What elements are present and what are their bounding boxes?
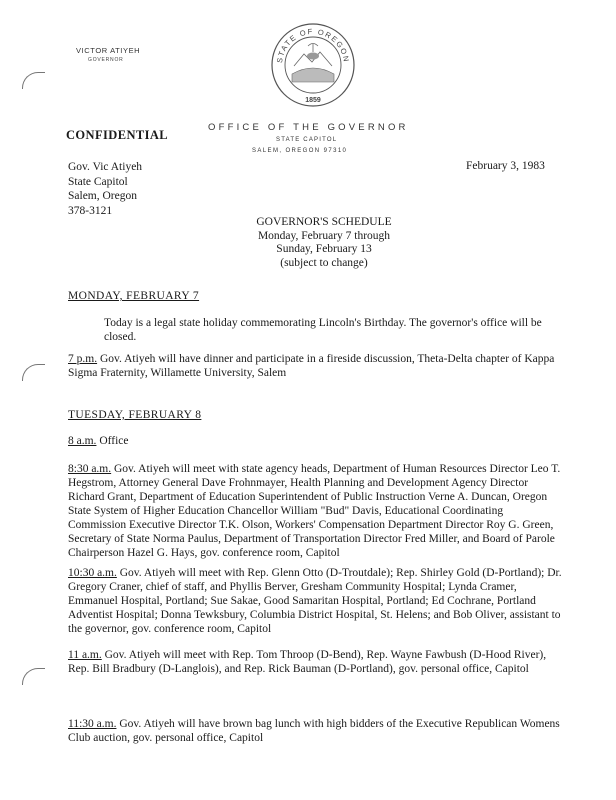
heading-line: GOVERNOR'S SCHEDULE (256, 216, 392, 228)
entry-text: Gov. Atiyeh will have brown bag lunch with high bidders of the Executive Republican Womens Club auction, gov. personal office, Capitol (68, 718, 560, 744)
sender-line: 378-3121 (68, 204, 113, 217)
entry-text: Office (96, 435, 129, 447)
schedule-entry (68, 566, 562, 636)
seal-year: 1859 (305, 97, 321, 104)
governor-title: GOVERNOR (88, 57, 124, 63)
schedule-entry (68, 462, 562, 560)
office-name: OFFICE OF THE GOVERNOR (208, 122, 409, 133)
governor-name: VICTOR ATIYEH (76, 46, 141, 55)
heading-line: Monday, February 7 through (257, 229, 391, 242)
sender-line: Gov. Vic Atiyeh (68, 161, 143, 173)
entry-text: Gov. Atiyeh will meet with state agency heads, Department of Human Resources Director Leo T. Hegstrom, Attorney General Dave Frohnmayer, Health Planning and Development Agency Director Richard Grant, Department of Education Superintendent of Public Instruction Verne A. Duncan, Oregon State System of Higher Education Chancellor William "Bud" Davis, Educational Coordinating Commission Executive Director T.K. Olson, Workers' Compensation Department Director Roy G. Green, Secretary of State Norma Paulus, Department of Transportation Director Fred Miller, and Board of Parole Chairperson Hazel G. Hays, gov. conference room, Capitol (68, 463, 561, 559)
office-city-zip: SALEM, OREGON 97310 (252, 148, 348, 154)
confidential-label: CONFIDENTIAL (66, 128, 169, 142)
entry-text: Gov. Atiyeh will meet with Rep. Glenn Otto (D-Troutdale); Rep. Shirley Gold (D-Portland); Dr. Gregory Craner, chief of staff, and Phyllis Berver, Gresham Community Hospital; Lynda Cramer, Emmanuel Hospital, Portland; Sue Sakae, Good Samaritan Hospital, Portland; Ed Cochrane, Portland Adventist Hospital; Donna Tewksbury, Columbia District Hospital, St. Helens; and Bob Oliver, assistant to the governor, gov. conference room, Capitol (68, 567, 562, 635)
entry-text: Gov. Atiyeh will have dinner and participate in a fireside discussion, Theta-Delta chapter of Kappa Sigma Fraternity, Willamette University, Salem (68, 353, 555, 379)
schedule-entry (68, 434, 562, 448)
schedule-heading (226, 216, 422, 270)
schedule-entry (68, 717, 562, 745)
office-building: STATE CAPITOL (276, 137, 338, 143)
seal-outer-text: STATE OF OREGON (274, 26, 352, 64)
entry-time: 7 p.m. (68, 353, 98, 365)
punch-hole-mark-top (22, 72, 45, 89)
schedule-entry (68, 648, 562, 676)
entry-time: 10:30 a.m. (68, 567, 117, 579)
punch-hole-mark-middle (22, 364, 45, 381)
holiday-note: Today is a legal state holiday commemorating Lincoln's Birthday. The governor's office will be closed. (104, 317, 542, 343)
entry-time: 8 a.m. (68, 435, 97, 447)
day-heading-tuesday: TUESDAY, FEBRUARY 8 (68, 409, 202, 421)
entry-time: 8:30 a.m. (68, 463, 112, 475)
day-heading-monday: MONDAY, FEBRUARY 7 (68, 290, 200, 302)
oregon-state-seal (270, 22, 356, 108)
heading-line: (subject to change) (280, 256, 368, 269)
sender-line: State Capitol (68, 175, 128, 188)
entry-time: 11 a.m. (68, 649, 102, 661)
sender-line: Salem, Oregon (68, 190, 137, 202)
sender-block (68, 160, 142, 218)
schedule-entry (68, 352, 562, 380)
punch-hole-mark-bottom (22, 668, 45, 685)
entry-text: Gov. Atiyeh will meet with Rep. Tom Throop (D-Bend), Rep. Wayne Fawbush (D-Hood River), Rep. Bill Bradbury (D-Langlois), and Rep. Rick Bauman (D-Portland), gov. personal office, Capitol (68, 649, 547, 675)
entry-time: 11:30 a.m. (68, 718, 117, 730)
heading-line: Sunday, February 13 (276, 243, 372, 255)
document-date: February 3, 1983 (466, 160, 545, 172)
